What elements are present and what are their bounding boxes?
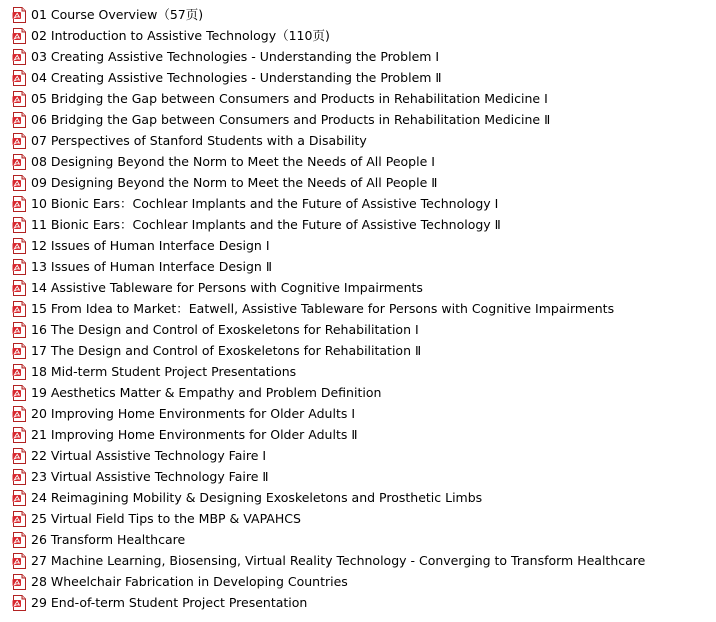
file-list-item[interactable] — [12, 46, 645, 67]
file-list-item[interactable] — [12, 445, 645, 466]
pdf-file-icon — [12, 238, 27, 254]
pdf-file-icon — [12, 595, 27, 611]
file-list-item[interactable] — [12, 277, 645, 298]
file-list-item[interactable] — [12, 382, 645, 403]
file-list-item[interactable] — [12, 172, 645, 193]
file-name: 11 Bionic Ears：Cochlear Implants and the Future of Assistive Technology Ⅱ — [31, 217, 501, 232]
file-list-item[interactable] — [12, 88, 645, 109]
file-list-item[interactable] — [12, 151, 645, 172]
file-name: 26 Transform Healthcare — [31, 532, 186, 547]
pdf-file-icon — [12, 7, 27, 23]
file-list-item[interactable] — [12, 571, 645, 592]
file-name: 06 Bridging the Gap between Consumers and Products in Rehabilitation Medicine Ⅱ — [31, 112, 551, 127]
file-list-item[interactable] — [12, 592, 645, 613]
pdf-file-icon — [12, 28, 27, 44]
pdf-file-icon — [12, 553, 27, 569]
file-name: 19 Aesthetics Matter & Empathy and Problem Definition — [31, 385, 382, 400]
file-name: 16 The Design and Control of Exoskeletons for Rehabilitation Ⅰ — [31, 322, 419, 337]
file-name: 03 Creating Assistive Technologies - Understanding the Problem Ⅰ — [31, 49, 440, 64]
file-list-item[interactable] — [12, 361, 645, 382]
pdf-file-icon — [12, 532, 27, 548]
file-name: 18 Mid-term Student Project Presentations — [31, 364, 297, 379]
file-name: 08 Designing Beyond the Norm to Meet the Needs of All People Ⅰ — [31, 154, 435, 169]
file-list-item[interactable] — [12, 235, 645, 256]
pdf-file-icon — [12, 154, 27, 170]
file-name: 10 Bionic Ears：Cochlear Implants and the Future of Assistive Technology Ⅰ — [31, 196, 499, 211]
pdf-file-icon — [12, 280, 27, 296]
file-list-item[interactable] — [12, 298, 645, 319]
file-name: 21 Improving Home Environments for Older Adults Ⅱ — [31, 427, 358, 442]
file-name: 13 Issues of Human Interface Design Ⅱ — [31, 259, 272, 274]
file-name: 20 Improving Home Environments for Older Adults Ⅰ — [31, 406, 356, 421]
file-list-item[interactable] — [12, 130, 645, 151]
file-list-item[interactable] — [12, 550, 645, 571]
file-list-item[interactable] — [12, 529, 645, 550]
file-name: 17 The Design and Control of Exoskeletons for Rehabilitation Ⅱ — [31, 343, 422, 358]
file-list-item[interactable] — [12, 25, 645, 46]
file-list-item[interactable] — [12, 67, 645, 88]
pdf-file-icon — [12, 469, 27, 485]
pdf-file-icon — [12, 364, 27, 380]
pdf-file-icon — [12, 112, 27, 128]
pdf-file-icon — [12, 301, 27, 317]
file-name: 24 Reimagining Mobility & Designing Exoskeletons and Prosthetic Limbs — [31, 490, 483, 505]
pdf-file-icon — [12, 70, 27, 86]
file-name: 25 Virtual Field Tips to the MBP & VAPAHCS — [31, 511, 301, 526]
pdf-file-icon — [12, 217, 27, 233]
pdf-file-icon — [12, 49, 27, 65]
file-name: 14 Assistive Tableware for Persons with Cognitive Impairments — [31, 280, 423, 295]
pdf-file-icon — [12, 259, 27, 275]
file-list-item[interactable] — [12, 508, 645, 529]
file-list-item[interactable] — [12, 319, 645, 340]
pdf-file-icon — [12, 490, 27, 506]
file-list-item[interactable] — [12, 403, 645, 424]
file-list — [12, 4, 645, 613]
pdf-file-icon — [12, 385, 27, 401]
file-name: 27 Machine Learning, Biosensing, Virtual Reality Technology - Converging to Transform Healthcare — [31, 553, 646, 568]
file-name: 04 Creating Assistive Technologies - Understanding the Problem Ⅱ — [31, 70, 442, 85]
file-name: 07 Perspectives of Stanford Students with a Disability — [31, 133, 367, 148]
file-name: 02 Introduction to Assistive Technology（110页) — [31, 28, 330, 43]
file-list-item[interactable] — [12, 4, 645, 25]
file-name: 09 Designing Beyond the Norm to Meet the Needs of All People Ⅱ — [31, 175, 438, 190]
pdf-file-icon — [12, 343, 27, 359]
pdf-file-icon — [12, 427, 27, 443]
file-name: 23 Virtual Assistive Technology Faire Ⅱ — [31, 469, 269, 484]
pdf-file-icon — [12, 175, 27, 191]
file-name: 22 Virtual Assistive Technology Faire Ⅰ — [31, 448, 267, 463]
file-name: 12 Issues of Human Interface Design Ⅰ — [31, 238, 270, 253]
pdf-file-icon — [12, 133, 27, 149]
pdf-file-icon — [12, 91, 27, 107]
file-name: 28 Wheelchair Fabrication in Developing Countries — [31, 574, 348, 589]
file-list-item[interactable] — [12, 193, 645, 214]
file-name: 29 End-of-term Student Project Presentation — [31, 595, 308, 610]
file-name: 05 Bridging the Gap between Consumers and Products in Rehabilitation Medicine Ⅰ — [31, 91, 548, 106]
file-list-item[interactable] — [12, 340, 645, 361]
file-list-item[interactable] — [12, 466, 645, 487]
file-list-item[interactable] — [12, 256, 645, 277]
pdf-file-icon — [12, 322, 27, 338]
file-list-item[interactable] — [12, 214, 645, 235]
pdf-file-icon — [12, 511, 27, 527]
pdf-file-icon — [12, 196, 27, 212]
file-list-item[interactable] — [12, 487, 645, 508]
file-list-item[interactable] — [12, 109, 645, 130]
file-name: 15 From Idea to Market：Eatwell, Assistive Tableware for Persons with Cognitive Impairments — [31, 301, 615, 316]
file-list-item[interactable] — [12, 424, 645, 445]
pdf-file-icon — [12, 448, 27, 464]
pdf-file-icon — [12, 574, 27, 590]
file-name: 01 Course Overview（57页) — [31, 7, 204, 22]
pdf-file-icon — [12, 406, 27, 422]
